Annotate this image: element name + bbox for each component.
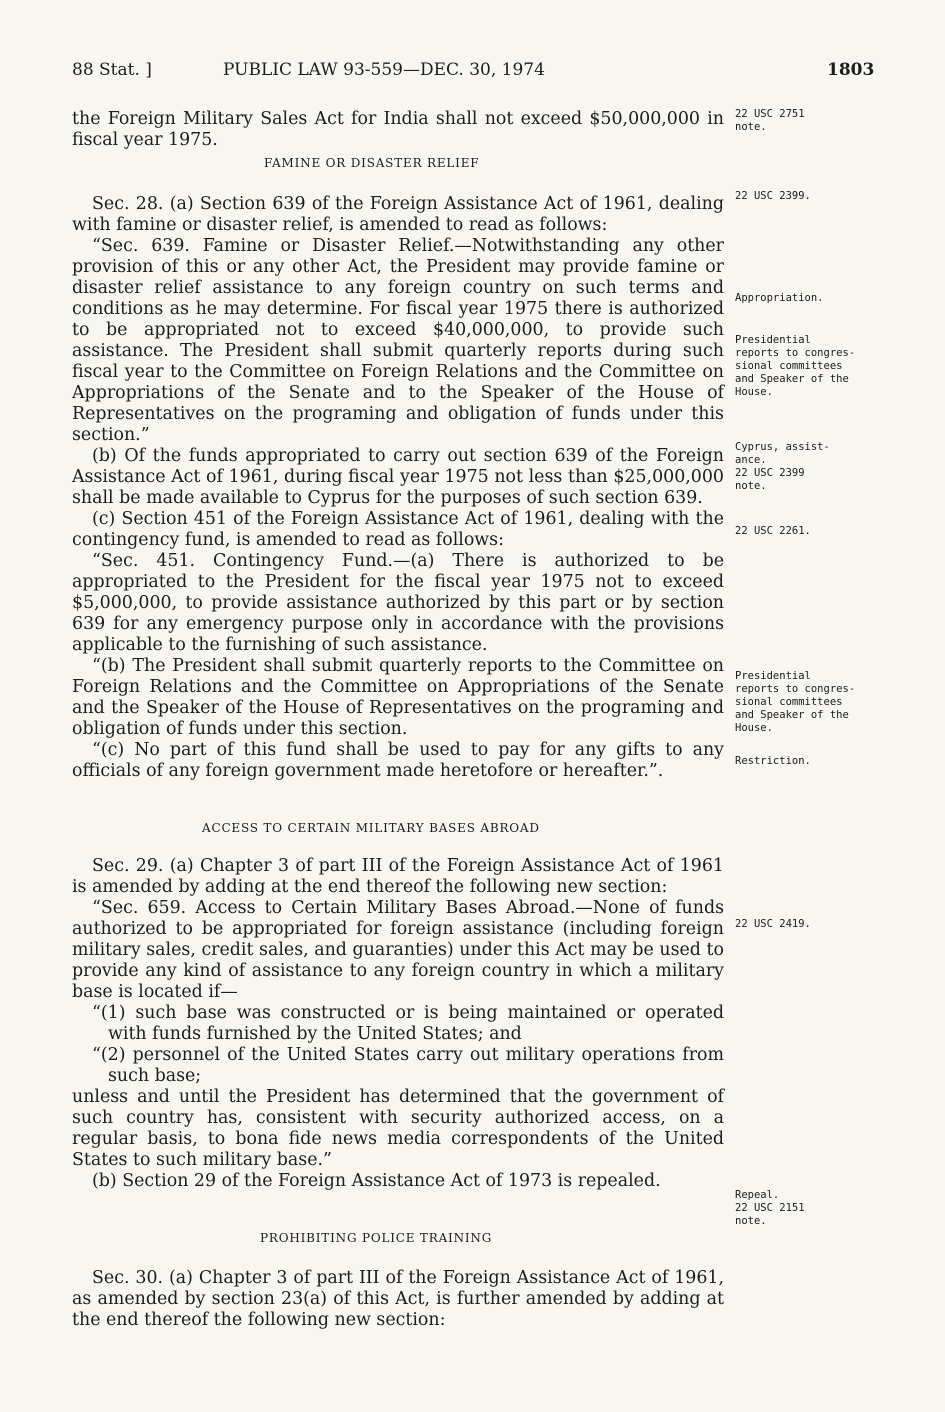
section-451-a: “Sec. 451. Contingency Fund.—(a) There is authorized to be appropriated to the President for the fiscal year 1975 not to exceed $5,000,000, to provide assistance authorized by this part or by section 639 for any emergency purpose only in accordance with the provisions applicable to the furnishing of such assistance. [72,551,724,655]
section-29-b: (b) Section 29 of the Foreign Assistance Act of 1973 is repealed. [92,1171,661,1191]
running-head: PUBLIC LAW 93-559—DEC. 30, 1974 [223,60,545,80]
section-29-body [72,856,724,1192]
margin-note: Presidential reports to congres- sional committees and Speaker of the House. [735,670,856,734]
section-28-a: Sec. 28. (a) Section 639 of the Foreign Assistance Act of 1961, dealing with famine or disaster relief, is amended to read as follows: [72,194,724,235]
section-659-text: “Sec. 659. Access to Certain Military Bases Abroad.—None of funds authorized to be appropriated for foreign assistance (including foreign military sales, credit sales, and guaranties) under this Act may be used to provide any kind of assistance to any foreign country in which a military base is located if— [72,898,724,1002]
margin-note: 22 USC 2419. [735,918,811,930]
margin-note: Repeal. 22 USC 2151 note. [735,1189,805,1227]
heading-military-bases: ACCESS TO CERTAIN MILITARY BASES ABROAD [202,821,540,835]
section-28-body [72,194,724,782]
margin-note: Presidential reports to congres- sional committees and Speaker of the House. [735,334,856,398]
margin-note: Cyprus, assist- ance. 22 USC 2399 note. [735,441,830,492]
section-659-clause-1: “(1) such base was constructed or is being maintained or operated with funds furnished by the United States; and [92,1003,724,1044]
margin-note: 22 USC 2751 note. [735,108,805,133]
statute-volume-label: 88 Stat. ] [72,60,152,80]
page-number: 1803 [827,60,875,80]
section-451-b: “(b) The President shall submit quarterly reports to the Committee on Foreign Relations and the Committee on Appropriations of the Senate and the Speaker of the House of Representatives on the programing and obligation of funds under this section. [72,656,724,739]
paragraph-india-sales: the Foreign Military Sales Act for India shall not exceed $50,000,000 in fiscal year 1975. [72,109,724,150]
section-28-b: (b) Of the funds appropriated to carry out section 639 of the Foreign Assistance Act of 1961, during fiscal year 1975 not less than $25,000,000 shall be made available to Cyprus for the purposes of such section 639. [72,446,724,508]
section-451-c: “(c) No part of this fund shall be used to pay for any gifts to any officials of any foreign government made heretofore or hereafter.”. [72,740,724,781]
section-639-text: “Sec. 639. Famine or Disaster Relief.—Notwithstanding any other provision of this or any other Act, the President may provide famine or disaster relief assistance to any foreign country on such terms and conditions as he may determine. For fiscal year 1975 there is authorized to be appropriated not to exceed $40,000,000, to provide such assistance. The President shall submit quarterly reports during such fiscal year to the Committee on Foreign Relations and the Committee on Appropriations of the Senate and to the Speaker of the House of Representatives on the programing and obligation of funds under this section.” [72,236,724,445]
section-30-a: Sec. 30. (a) Chapter 3 of part III of the Foreign Assistance Act of 1961, as amended by section 23(a) of this Act, is further amended by adding at the end thereof the following new section: [72,1268,724,1330]
section-30-body [72,1268,724,1331]
margin-note: Restriction. [735,755,811,767]
heading-famine-relief: FAMINE OR DISASTER RELIEF [264,156,480,170]
margin-note: 22 USC 2261. [735,525,811,537]
margin-note: Appropriation. [735,292,824,304]
section-29-a: Sec. 29. (a) Chapter 3 of part III of the Foreign Assistance Act of 1961 is amended by adding at the end thereof the following new section: [72,856,724,897]
section-659-clause-2: “(2) personnel of the United States carry out military operations from such base; [92,1045,724,1086]
section-28-c: (c) Section 451 of the Foreign Assistance Act of 1961, dealing with the contingency fund, is amended to read as follows: [72,509,724,550]
section-659-conclusion: unless and until the President has determined that the government of such country has, consistent with security authorized access, on a regular basis, to bona fide news media correspondents of the United States to such military base.” [72,1087,724,1170]
margin-note: 22 USC 2399. [735,190,811,202]
heading-police-training: PROHIBITING POLICE TRAINING [260,1231,493,1245]
